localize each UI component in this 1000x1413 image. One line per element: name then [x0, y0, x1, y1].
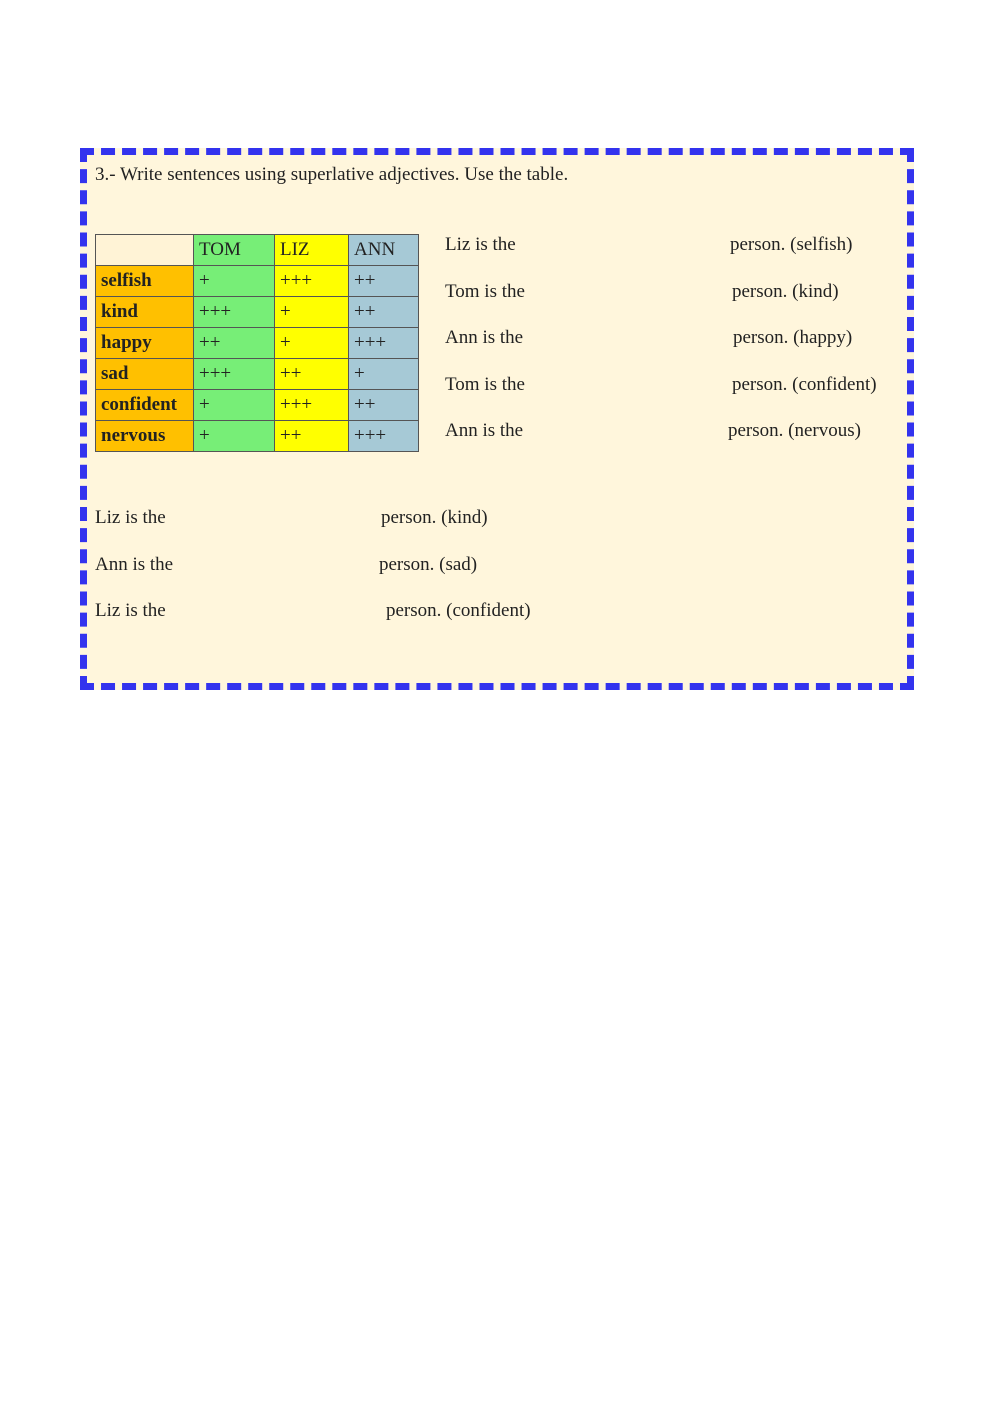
ann-cell: ++ [349, 297, 419, 328]
sentence-end: person. (confident) [732, 374, 877, 395]
liz-cell: + [275, 328, 349, 359]
tom-cell: +++ [194, 297, 275, 328]
sentence-end: person. (confident) [386, 600, 531, 621]
sentence-end: person. (nervous) [728, 420, 861, 441]
answer-blank[interactable] [195, 554, 375, 576]
adjective-cell: happy [96, 328, 194, 359]
tom-cell: + [194, 421, 275, 452]
header-ann: ANN [349, 235, 419, 266]
table-corner-cell [96, 235, 194, 266]
sentence-start: Ann is the [95, 554, 174, 575]
liz-cell: + [275, 297, 349, 328]
table-row [96, 390, 419, 421]
adjective-cell: confident [96, 390, 194, 421]
table-row [96, 297, 419, 328]
adjective-cell: sad [96, 359, 194, 390]
answer-blank[interactable] [545, 374, 725, 396]
tom-cell: + [194, 266, 275, 297]
sentence-end: person. (kind) [381, 507, 488, 528]
tom-cell: +++ [194, 359, 275, 390]
sentence-end: person. (sad) [379, 554, 478, 575]
liz-cell: +++ [275, 390, 349, 421]
sentence-start: Tom is the [445, 281, 525, 302]
table-row [96, 328, 419, 359]
sentence-end: person. (selfish) [730, 234, 853, 255]
sentence-start: Ann is the [445, 420, 524, 441]
table-row [96, 359, 419, 390]
exercise-instruction: 3.- Write sentences using superlative adjectives. Use the table. [95, 164, 569, 185]
adjective-cell: selfish [96, 266, 194, 297]
ann-cell: ++ [349, 266, 419, 297]
answer-blank[interactable] [545, 234, 725, 256]
answer-blank[interactable] [545, 327, 725, 349]
tom-cell: ++ [194, 328, 275, 359]
sentence-end: person. (happy) [733, 327, 853, 348]
table-header-row [96, 235, 419, 266]
header-liz: LIZ [275, 235, 349, 266]
liz-cell: +++ [275, 266, 349, 297]
adjective-cell: nervous [96, 421, 194, 452]
header-tom: TOM [194, 235, 275, 266]
liz-cell: ++ [275, 421, 349, 452]
sentence-start: Ann is the [445, 327, 524, 348]
ann-cell: ++ [349, 390, 419, 421]
table-row [96, 266, 419, 297]
answer-blank[interactable] [195, 600, 375, 622]
sentence-start: Liz is the [95, 600, 166, 621]
sentence-start: Liz is the [95, 507, 166, 528]
adjective-cell: kind [96, 297, 194, 328]
sentence-end: person. (kind) [732, 281, 839, 302]
table-row [96, 421, 419, 452]
liz-cell: ++ [275, 359, 349, 390]
ann-cell: +++ [349, 328, 419, 359]
ann-cell: + [349, 359, 419, 390]
answer-blank[interactable] [195, 507, 375, 529]
tom-cell: + [194, 390, 275, 421]
answer-blank[interactable] [545, 420, 725, 442]
answer-blank[interactable] [545, 281, 725, 303]
ann-cell: +++ [349, 421, 419, 452]
sentence-start: Tom is the [445, 374, 525, 395]
sentence-start: Liz is the [445, 234, 516, 255]
adjective-table [95, 234, 419, 452]
